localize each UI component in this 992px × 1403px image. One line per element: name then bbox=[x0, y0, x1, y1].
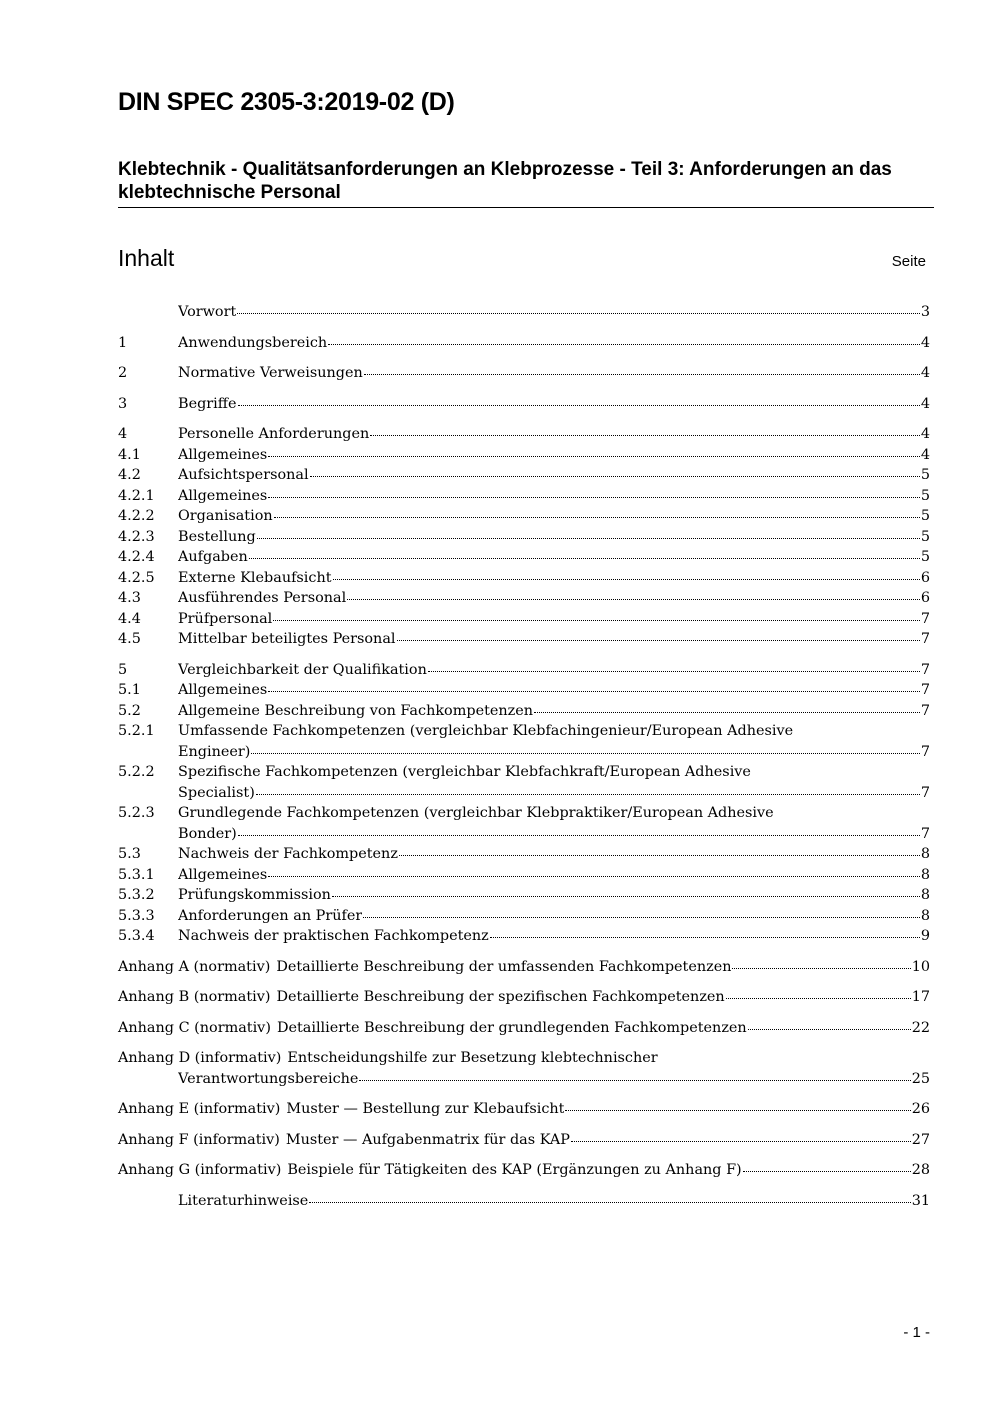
toc-entry-leader bbox=[274, 516, 920, 518]
toc-entry[interactable] bbox=[118, 527, 930, 548]
toc-entry-number: 4.3 bbox=[118, 590, 141, 606]
toc-entry[interactable] bbox=[118, 762, 930, 803]
toc-entry-title: Vergleichbarkeit der Qualifikation bbox=[178, 661, 427, 678]
toc-heading: Inhalt bbox=[118, 245, 175, 271]
toc-entry-leader bbox=[399, 854, 920, 856]
toc-entry-page: 7 bbox=[920, 682, 930, 698]
toc-entry-number: 4.1 bbox=[118, 446, 141, 463]
toc-entry[interactable] bbox=[118, 445, 930, 466]
toc-entry-number: 4.5 bbox=[118, 631, 141, 647]
toc-entry-page: 27 bbox=[911, 1131, 930, 1148]
toc-entry-number: 5.3 bbox=[118, 846, 141, 862]
toc-entry-page: 4 bbox=[920, 426, 930, 442]
toc-entry-number: 4.2.1 bbox=[118, 487, 155, 504]
toc-entry[interactable] bbox=[118, 568, 930, 589]
toc-entry-page: 4 bbox=[920, 365, 930, 381]
toc-entry-page: 17 bbox=[911, 989, 930, 1005]
toc-entry-page: 5 bbox=[920, 487, 930, 504]
toc-entry[interactable] bbox=[118, 629, 930, 650]
toc-entry-page: 5 bbox=[920, 549, 930, 565]
toc-entry[interactable] bbox=[118, 660, 930, 681]
toc-entry[interactable] bbox=[118, 363, 930, 384]
toc-entry-page: 8 bbox=[920, 887, 930, 903]
toc-entry-leader bbox=[732, 967, 910, 969]
toc-entry-title: Bestellung bbox=[178, 528, 256, 545]
toc-entry-page: 5 bbox=[920, 467, 930, 483]
toc-entry[interactable] bbox=[118, 885, 930, 906]
toc-entry-annex-label: Anhang G (informativ) bbox=[118, 1162, 282, 1178]
toc-entry-leader bbox=[249, 557, 920, 559]
toc-entry-page: 9 bbox=[920, 928, 930, 944]
toc-entry-number: 5.3.2 bbox=[118, 887, 155, 903]
toc-entry-page: 8 bbox=[920, 907, 930, 924]
toc-entry-number: 4.4 bbox=[118, 610, 141, 627]
toc-entry-page: 7 bbox=[920, 825, 930, 842]
table-of-contents bbox=[118, 302, 930, 1211]
toc-entry[interactable] bbox=[118, 506, 930, 527]
toc-entry-title: Spezifische Fachkompetenzen (vergleichbar Klebfachkraft/European Adhesive bbox=[178, 764, 751, 780]
toc-entry-number: 5 bbox=[118, 661, 128, 678]
toc-entry-title: Externe Klebaufsicht bbox=[178, 569, 332, 586]
toc-entry-leader bbox=[238, 404, 920, 406]
toc-entry[interactable] bbox=[118, 394, 930, 415]
toc-entry-title: Allgemeines bbox=[178, 682, 268, 698]
toc-entry-leader bbox=[347, 598, 920, 600]
toc-entry-leader bbox=[397, 639, 920, 641]
toc-entry-leader bbox=[268, 496, 920, 498]
toc-entry-page: 4 bbox=[920, 446, 930, 463]
toc-entry-title: Nachweis der praktischen Fachkompetenz bbox=[178, 928, 489, 944]
toc-entry-number: 4 bbox=[118, 426, 128, 442]
toc-entry-number: 5.2.2 bbox=[118, 764, 155, 780]
toc-entry-number: 5.3.4 bbox=[118, 928, 155, 944]
toc-entry-leader bbox=[428, 670, 920, 672]
toc-entry-annex-label: Anhang C (normativ) bbox=[118, 1019, 271, 1036]
toc-entry-number: 2 bbox=[118, 365, 128, 381]
toc-entry-number: 5.1 bbox=[118, 682, 141, 698]
toc-entry-number: 4.2.2 bbox=[118, 508, 155, 524]
toc-entry-title-continued: Specialist) bbox=[178, 784, 255, 801]
toc-entry[interactable] bbox=[118, 1099, 930, 1120]
toc-entry-leader bbox=[256, 793, 920, 795]
toc-entry-leader bbox=[328, 343, 920, 345]
toc-entry-page: 7 bbox=[920, 661, 930, 678]
toc-entry-leader bbox=[370, 434, 920, 436]
toc-entry-page: 7 bbox=[920, 610, 930, 627]
toc-entry-title: Ausführendes Personal bbox=[178, 590, 347, 606]
toc-entry[interactable] bbox=[118, 803, 930, 844]
toc-entry[interactable] bbox=[118, 465, 930, 486]
toc-entry[interactable] bbox=[118, 547, 930, 568]
toc-entry-leader bbox=[748, 1028, 911, 1030]
toc-entry[interactable] bbox=[118, 609, 930, 630]
toc-entry-page: 6 bbox=[920, 569, 930, 586]
toc-entry-title: Allgemeines bbox=[178, 866, 268, 883]
toc-entry-title: Anforderungen an Prüfer bbox=[178, 907, 363, 924]
toc-entry-title: Muster — Bestellung zur Klebaufsicht bbox=[286, 1101, 565, 1117]
toc-entry-leader bbox=[268, 875, 920, 877]
toc-entry-leader bbox=[251, 752, 919, 754]
toc-entry-number: 4.2 bbox=[118, 467, 141, 483]
toc-entry-title: Literaturhinweise bbox=[178, 1192, 309, 1209]
toc-entry-title: Vorwort bbox=[178, 304, 237, 320]
toc-entry-number: 3 bbox=[118, 395, 128, 412]
toc-entry-title: Umfassende Fachkompetenzen (vergleichbar Klebfachingenieur/European Adhesive bbox=[178, 723, 794, 739]
toc-entry-leader bbox=[534, 711, 920, 713]
document-subtitle: Klebtechnik - Qualitätsanforderungen an Klebprozesse - Teil 3: Anforderungen an das klebtechnische Personal bbox=[118, 158, 934, 208]
toc-entry-title: Entscheidungshilfe zur Besetzung klebtechnischer bbox=[287, 1050, 658, 1066]
toc-entry-title: Allgemeines bbox=[178, 446, 268, 463]
toc-entry-annex-label: Anhang F (informativ) bbox=[118, 1131, 280, 1148]
toc-entry[interactable] bbox=[118, 844, 930, 865]
toc-entry-page: 8 bbox=[920, 846, 930, 862]
toc-entry-page: 7 bbox=[920, 784, 930, 801]
toc-entry-annex-label: Anhang B (normativ) bbox=[118, 989, 271, 1005]
toc-entry-page: 22 bbox=[911, 1019, 930, 1036]
toc-entry-title: Normative Verweisungen bbox=[178, 365, 363, 381]
document-title: DIN SPEC 2305-3:2019-02 (D) bbox=[118, 88, 455, 116]
toc-entry-leader bbox=[726, 997, 911, 999]
toc-entry[interactable] bbox=[118, 333, 930, 354]
toc-entry[interactable] bbox=[118, 721, 930, 762]
toc-entry-page: 26 bbox=[911, 1101, 930, 1117]
toc-entry-leader bbox=[363, 916, 920, 918]
toc-entry-page: 5 bbox=[920, 528, 930, 545]
toc-entry-title: Detaillierte Beschreibung der grundlegenden Fachkompetenzen bbox=[276, 1019, 747, 1036]
toc-entry-leader bbox=[743, 1170, 911, 1172]
toc-entry[interactable] bbox=[118, 486, 930, 507]
toc-entry-leader bbox=[257, 537, 920, 539]
toc-entry[interactable] bbox=[118, 1048, 930, 1089]
toc-entry-title: Beispiele für Tätigkeiten des KAP (Ergänzungen zu Anhang F) bbox=[287, 1162, 742, 1178]
toc-entry-page: 7 bbox=[920, 631, 930, 647]
toc-page-heading: Seite bbox=[891, 253, 926, 270]
toc-entry-leader bbox=[273, 619, 920, 621]
toc-entry-number: 4.2.5 bbox=[118, 569, 155, 586]
toc-entry[interactable] bbox=[118, 957, 930, 978]
toc-entry[interactable] bbox=[118, 1160, 930, 1181]
toc-entry-page: 8 bbox=[920, 866, 930, 883]
toc-entry[interactable] bbox=[118, 987, 930, 1008]
toc-entry-number: 5.3.1 bbox=[118, 866, 155, 883]
toc-entry[interactable] bbox=[118, 1191, 930, 1212]
toc-entry[interactable] bbox=[118, 680, 930, 701]
toc-entry-leader bbox=[238, 834, 920, 836]
toc-entry[interactable] bbox=[118, 1130, 930, 1151]
toc-entry-title: Aufgaben bbox=[178, 549, 248, 565]
toc-entry-number: 5.2 bbox=[118, 702, 141, 719]
toc-entry-leader bbox=[490, 936, 920, 938]
page-number: - 1 - bbox=[903, 1324, 930, 1341]
toc-entry-leader bbox=[364, 373, 920, 375]
toc-entry-title: Grundlegende Fachkompetenzen (vergleichbar Klebpraktiker/European Adhesive bbox=[178, 805, 774, 821]
toc-entry-title: Prüfpersonal bbox=[178, 610, 273, 627]
toc-entry-number: 5.2.1 bbox=[118, 723, 155, 739]
toc-entry-page: 7 bbox=[920, 743, 930, 760]
toc-entry[interactable] bbox=[118, 302, 930, 323]
toc-entry-page: 5 bbox=[920, 508, 930, 524]
toc-entry-leader bbox=[359, 1079, 910, 1081]
toc-entry[interactable] bbox=[118, 424, 930, 445]
toc-entry-page: 31 bbox=[911, 1192, 930, 1209]
toc-entry-page: 6 bbox=[920, 590, 930, 606]
toc-entry-title-continued: Engineer) bbox=[178, 743, 251, 760]
toc-entry-number: 5.2.3 bbox=[118, 805, 155, 821]
toc-entry-leader bbox=[310, 475, 920, 477]
toc-entry-page: 4 bbox=[920, 395, 930, 412]
toc-entry-annex-label: Anhang D (informativ) bbox=[118, 1050, 282, 1066]
toc-entry[interactable] bbox=[118, 865, 930, 886]
toc-entry-title: Nachweis der Fachkompetenz bbox=[178, 846, 398, 862]
toc-entry-title-continued: Verantwortungsbereiche bbox=[178, 1070, 359, 1087]
toc-entry-title: Muster — Aufgabenmatrix für das KAP bbox=[285, 1131, 570, 1148]
toc-entry[interactable] bbox=[118, 701, 930, 722]
toc-entry-title: Anwendungsbereich bbox=[178, 334, 328, 351]
toc-entry-leader bbox=[333, 578, 920, 580]
toc-entry-leader bbox=[332, 895, 920, 897]
toc-entry-title: Allgemeine Beschreibung von Fachkompetenzen bbox=[178, 702, 534, 719]
toc-entry-page: 10 bbox=[911, 958, 930, 975]
toc-entry-number: 4.2.3 bbox=[118, 528, 155, 545]
toc-entry-title: Aufsichtspersonal bbox=[178, 467, 309, 483]
toc-entry-title: Detaillierte Beschreibung der spezifischen Fachkompetenzen bbox=[276, 989, 725, 1005]
toc-entry-annex-label: Anhang A (normativ) bbox=[118, 958, 271, 975]
toc-entry-annex-label: Anhang E (informativ) bbox=[118, 1101, 281, 1117]
toc-entry-title: Organisation bbox=[178, 508, 273, 524]
toc-entry-title: Prüfungskommission bbox=[178, 887, 331, 903]
toc-entry-page: 7 bbox=[920, 702, 930, 719]
toc-entry-page: 4 bbox=[920, 334, 930, 351]
toc-entry-title: Detaillierte Beschreibung der umfassenden Fachkompetenzen bbox=[276, 958, 732, 975]
toc-entry-leader bbox=[565, 1109, 910, 1111]
toc-entry-leader bbox=[571, 1140, 911, 1142]
toc-entry-number: 4.2.4 bbox=[118, 549, 155, 565]
toc-entry-number: 1 bbox=[118, 334, 128, 351]
toc-entry-title-continued: Bonder) bbox=[178, 825, 237, 842]
toc-entry-number: 5.3.3 bbox=[118, 907, 155, 924]
toc-entry-leader bbox=[268, 690, 920, 692]
toc-entry-title: Allgemeines bbox=[178, 487, 268, 504]
toc-entry-title: Mittelbar beteiligtes Personal bbox=[178, 631, 396, 647]
toc-entry-leader bbox=[237, 312, 920, 314]
toc-entry-page: 25 bbox=[911, 1070, 930, 1087]
toc-entry-page: 3 bbox=[920, 304, 930, 320]
toc-entry-page: 28 bbox=[911, 1162, 930, 1178]
toc-entry-title: Personelle Anforderungen bbox=[178, 426, 370, 442]
toc-entry[interactable] bbox=[118, 1018, 930, 1039]
toc-entry-title: Begriffe bbox=[178, 395, 237, 412]
toc-entry[interactable] bbox=[118, 906, 930, 927]
toc-entry-leader bbox=[268, 455, 920, 457]
toc-entry[interactable] bbox=[118, 588, 930, 609]
toc-entry-leader bbox=[309, 1201, 910, 1203]
toc-entry[interactable] bbox=[118, 926, 930, 947]
